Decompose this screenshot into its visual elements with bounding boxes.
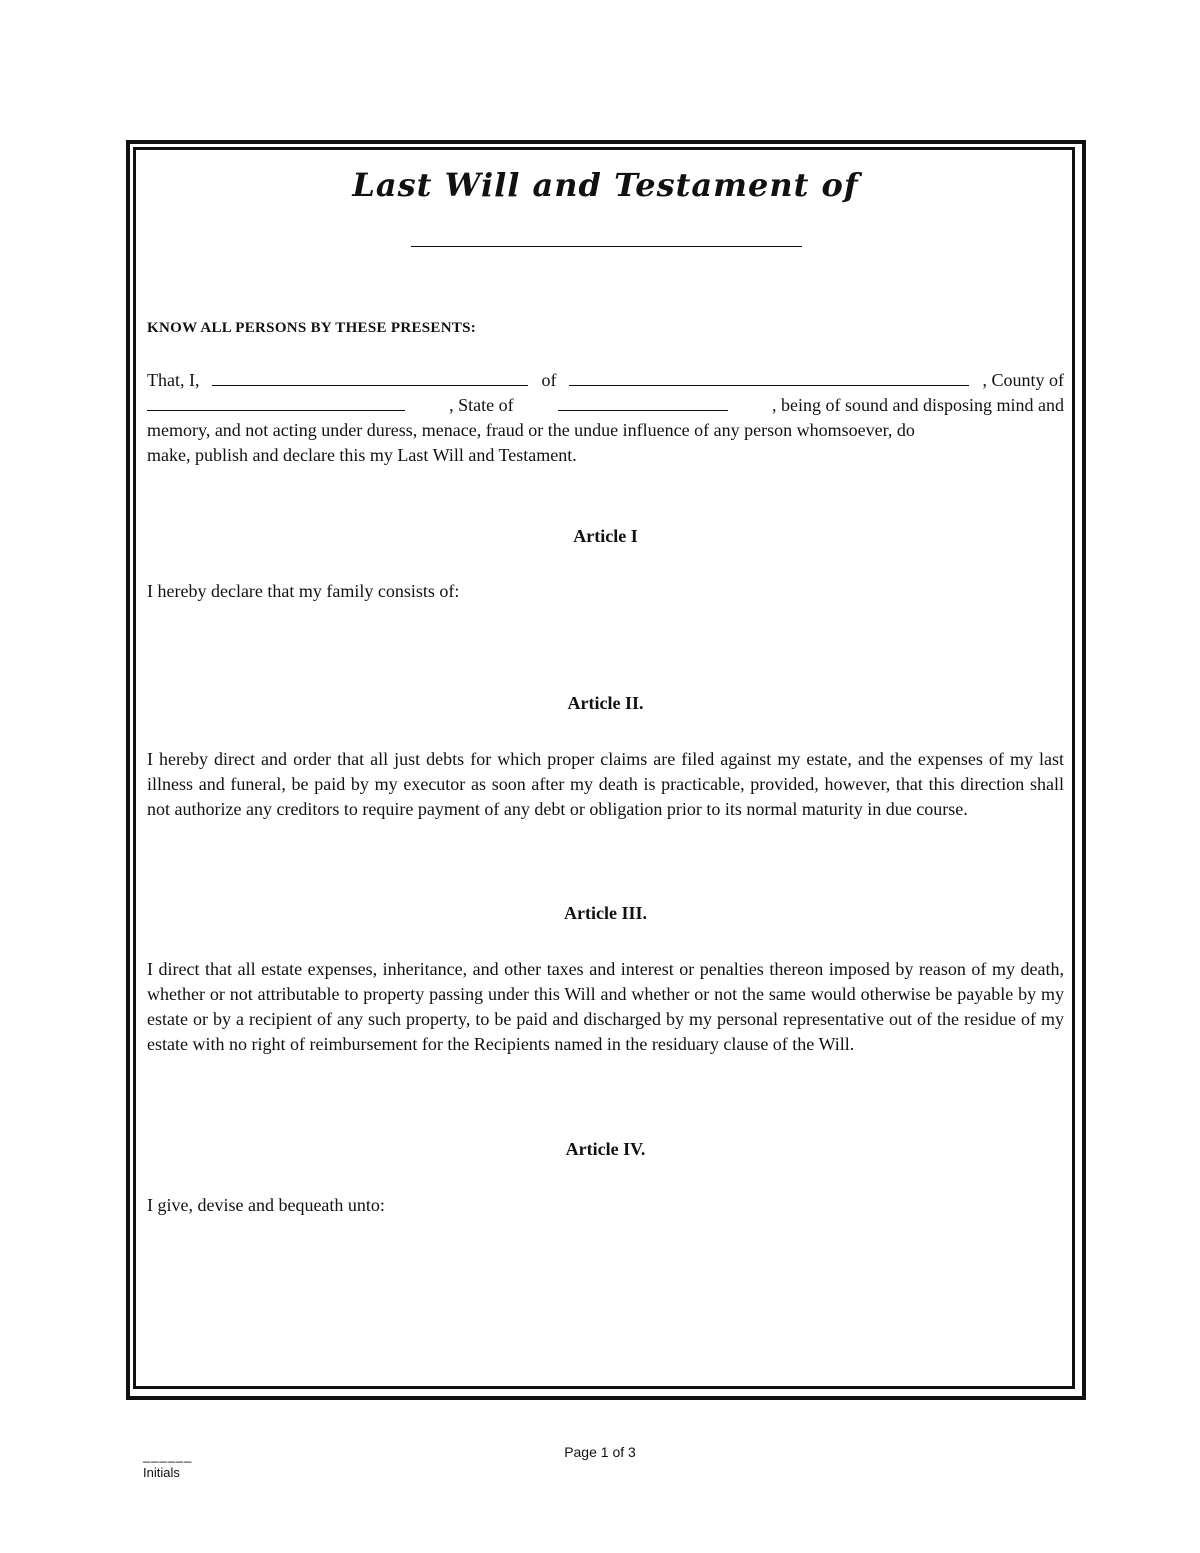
article-2-heading: Article II. <box>567 693 644 713</box>
article-1-text: I hereby declare that my family consists of: <box>147 581 460 601</box>
sound-mind-text: , being of sound and disposing mind and <box>772 395 1064 415</box>
declaration-line-3 <box>147 418 1064 443</box>
county-of-text: , County of <box>982 370 1064 390</box>
that-i-text: That, I, <box>147 370 200 390</box>
article-4-text: I give, devise and bequeath unto: <box>147 1195 385 1215</box>
initials-label: Initials <box>143 1465 180 1480</box>
declaration-line-1 <box>147 368 1064 393</box>
article-4-heading: Article IV. <box>565 1139 646 1159</box>
state-of-text: , State of <box>449 395 514 415</box>
declaration-paragraph <box>147 368 1064 468</box>
preamble-heading: KNOW ALL PERSONS BY THESE PRESENTS: <box>147 320 477 336</box>
state-blank[interactable] <box>558 394 728 411</box>
article-3-heading: Article III. <box>564 903 647 923</box>
testator-name-field[interactable] <box>411 246 802 247</box>
declaration-line-2 <box>147 393 1064 418</box>
article-1-heading: Article I <box>573 526 638 546</box>
document-title: Last Will and Testament of <box>352 166 859 204</box>
article-2-text: I hereby direct and order that all just debts for which proper claims are filed against my estate, and the expenses of my last illness and funeral, be paid by my executor as soon after my death is practicable, provided, however, that this direction shall not authorize any creditors to require payment of any debt or obligation prior to its normal maturity in due course. <box>147 749 1064 819</box>
page-number: Page 1 of 3 <box>564 1444 636 1460</box>
city-blank[interactable] <box>569 369 969 386</box>
declaration-text-4: make, publish and declare this my Last Will and Testament. <box>147 445 577 465</box>
declaration-line-4 <box>147 443 1064 468</box>
declaration-text-3: memory, and not acting under duress, menace, fraud or the undue influence of any person whomsoever, do <box>147 420 915 440</box>
testator-name-blank[interactable] <box>212 369 528 386</box>
article-3-text: I direct that all estate expenses, inheritance, and other taxes and interest or penalties thereon imposed by reason of my death, whether or not attributable to property passing under this Will and whether or not the same would otherwise be payable by my estate or by a recipient of any such property, to be paid and discharged by my personal representative out of the residue of my estate with no right of reimbursement for the Recipients named in the residuary clause of the Will. <box>147 959 1064 1054</box>
initials-line[interactable]: ______ <box>143 1448 193 1463</box>
county-blank[interactable] <box>147 394 405 411</box>
of-text: of <box>541 370 557 390</box>
